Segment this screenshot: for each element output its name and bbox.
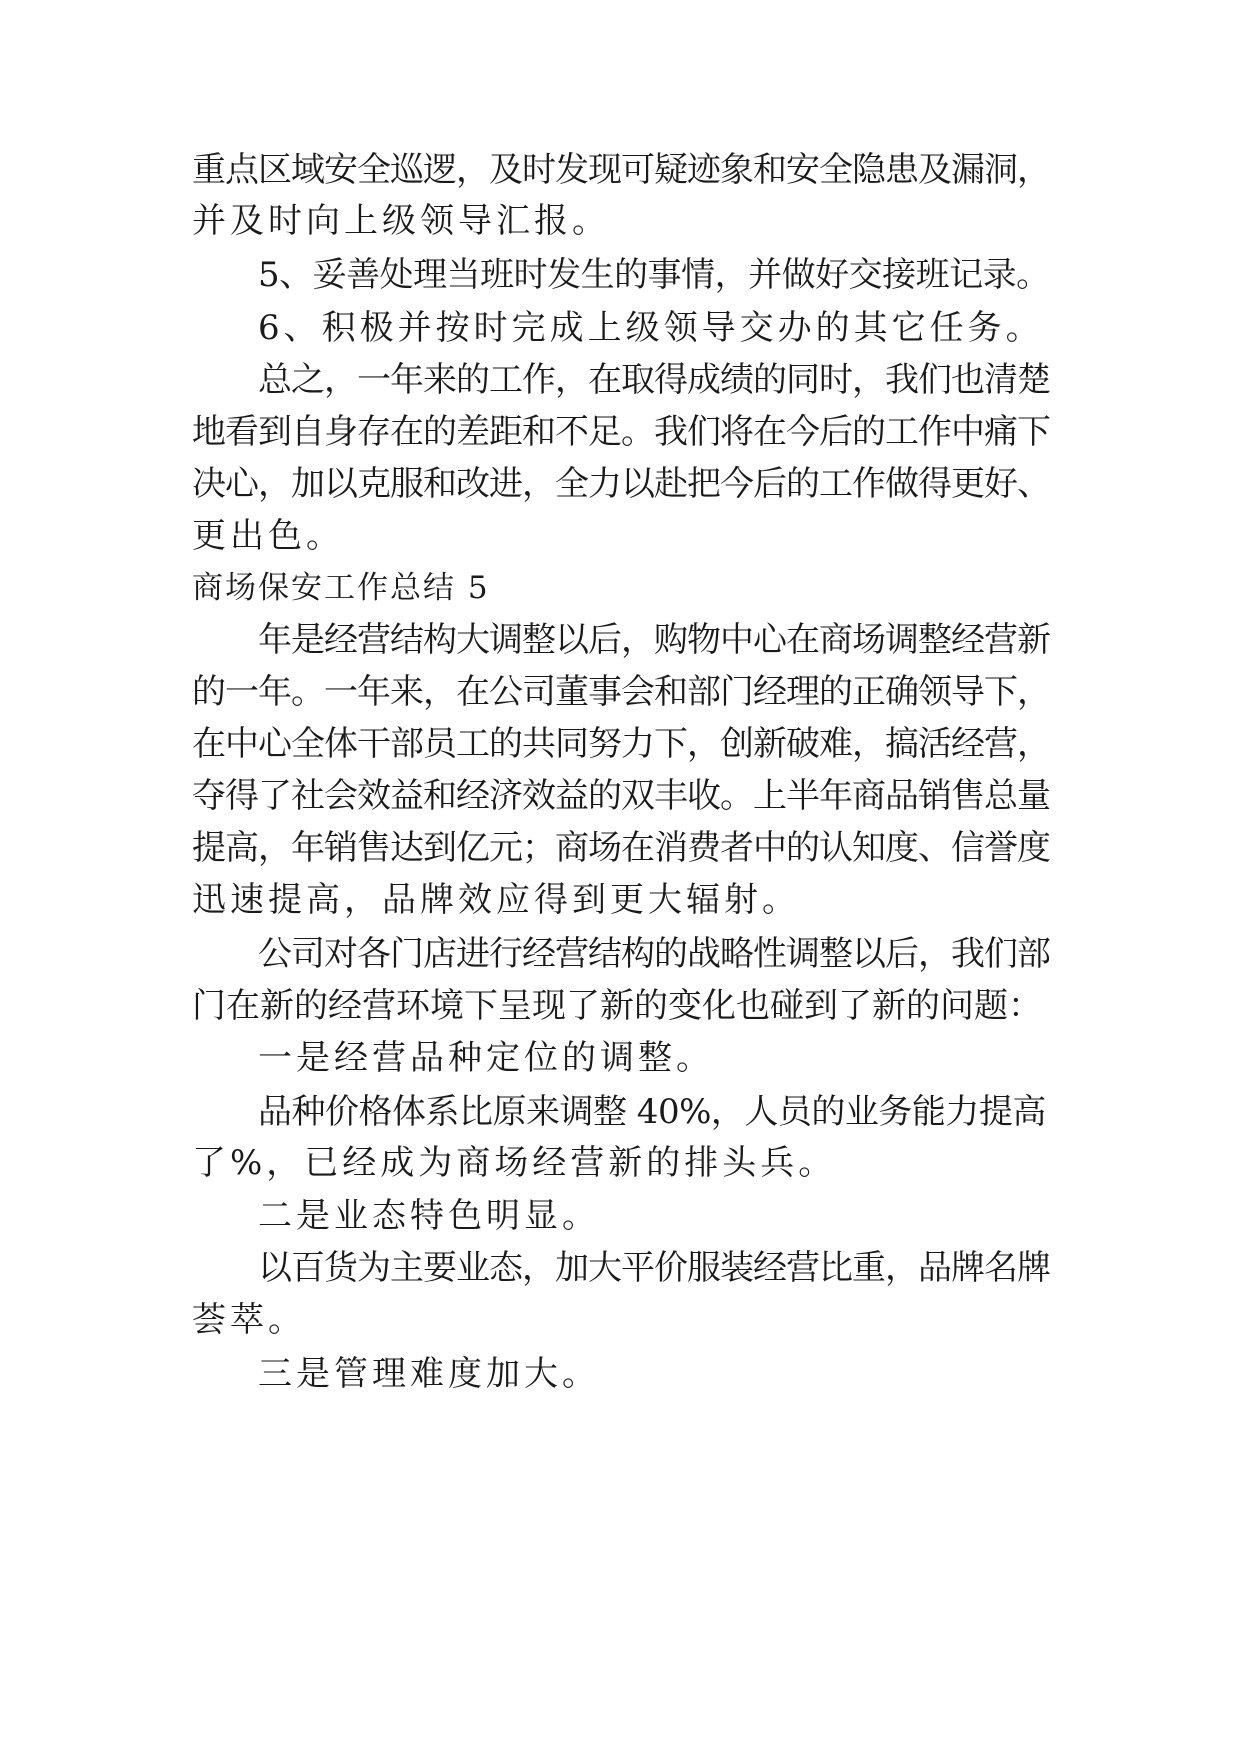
text-line: 三是管理难度加大。	[258, 1354, 600, 1394]
section-heading: 商场保安工作总结 5	[192, 570, 490, 606]
text-line: 并及时向上级领导汇报。	[192, 201, 610, 241]
text-line: 6、积极并按时完成上级领导交办的其它任务。	[258, 308, 1044, 348]
text-line: 决心，加以克服和改进，全力以赴把今后的工作做得更好、	[192, 464, 1050, 504]
text-line: 总之，一年来的工作，在取得成绩的同时，我们也清楚	[258, 360, 1050, 400]
text-line: 地看到自身存在的差距和不足。我们将在今后的工作中痛下	[192, 412, 1050, 452]
text-line: 的一年。一年来，在公司董事会和部门经理的正确领导下，	[192, 672, 1050, 712]
text-line: 二是业态特色明显。	[258, 1196, 600, 1236]
text-line: 一是经营品种定位的调整。	[258, 1038, 714, 1078]
text-line: 重点区域安全巡逻，及时发现可疑迹象和安全隐患及漏洞，	[192, 150, 1050, 190]
text-line: 5、妥善处理当班时发生的事情，并做好交接班记录。	[258, 255, 1050, 295]
text-line: 公司对各门店进行经营结构的战略性调整以后，我们部	[258, 934, 1050, 974]
text-line: 在中心全体干部员工的共同努力下，创新破难，搞活经营，	[192, 724, 1050, 764]
text-line: 夺得了社会效益和经济效益的双丰收。上半年商品销售总量	[192, 776, 1050, 816]
text-line: 提高，年销售达到亿元；商场在消费者中的认知度、信誉度	[192, 828, 1050, 868]
text-line: 迅速提高，品牌效应得到更大辐射。	[192, 880, 800, 920]
text-line: 更出色。	[192, 516, 344, 556]
text-line: 品种价格体系比原来调整 40%，人员的业务能力提高	[258, 1092, 1046, 1132]
text-line: 年是经营结构大调整以后，购物中心在商场调整经营新	[258, 620, 1050, 660]
text-line: 了%，已经成为商场经营新的排头兵。	[192, 1143, 837, 1183]
text-line: 荟萃。	[192, 1300, 306, 1340]
text-line: 门在新的经营环境下呈现了新的变化也碰到了新的问题：	[192, 986, 1042, 1026]
text-line: 以百货为主要业态，加大平价服装经营比重，品牌名牌	[258, 1248, 1050, 1288]
